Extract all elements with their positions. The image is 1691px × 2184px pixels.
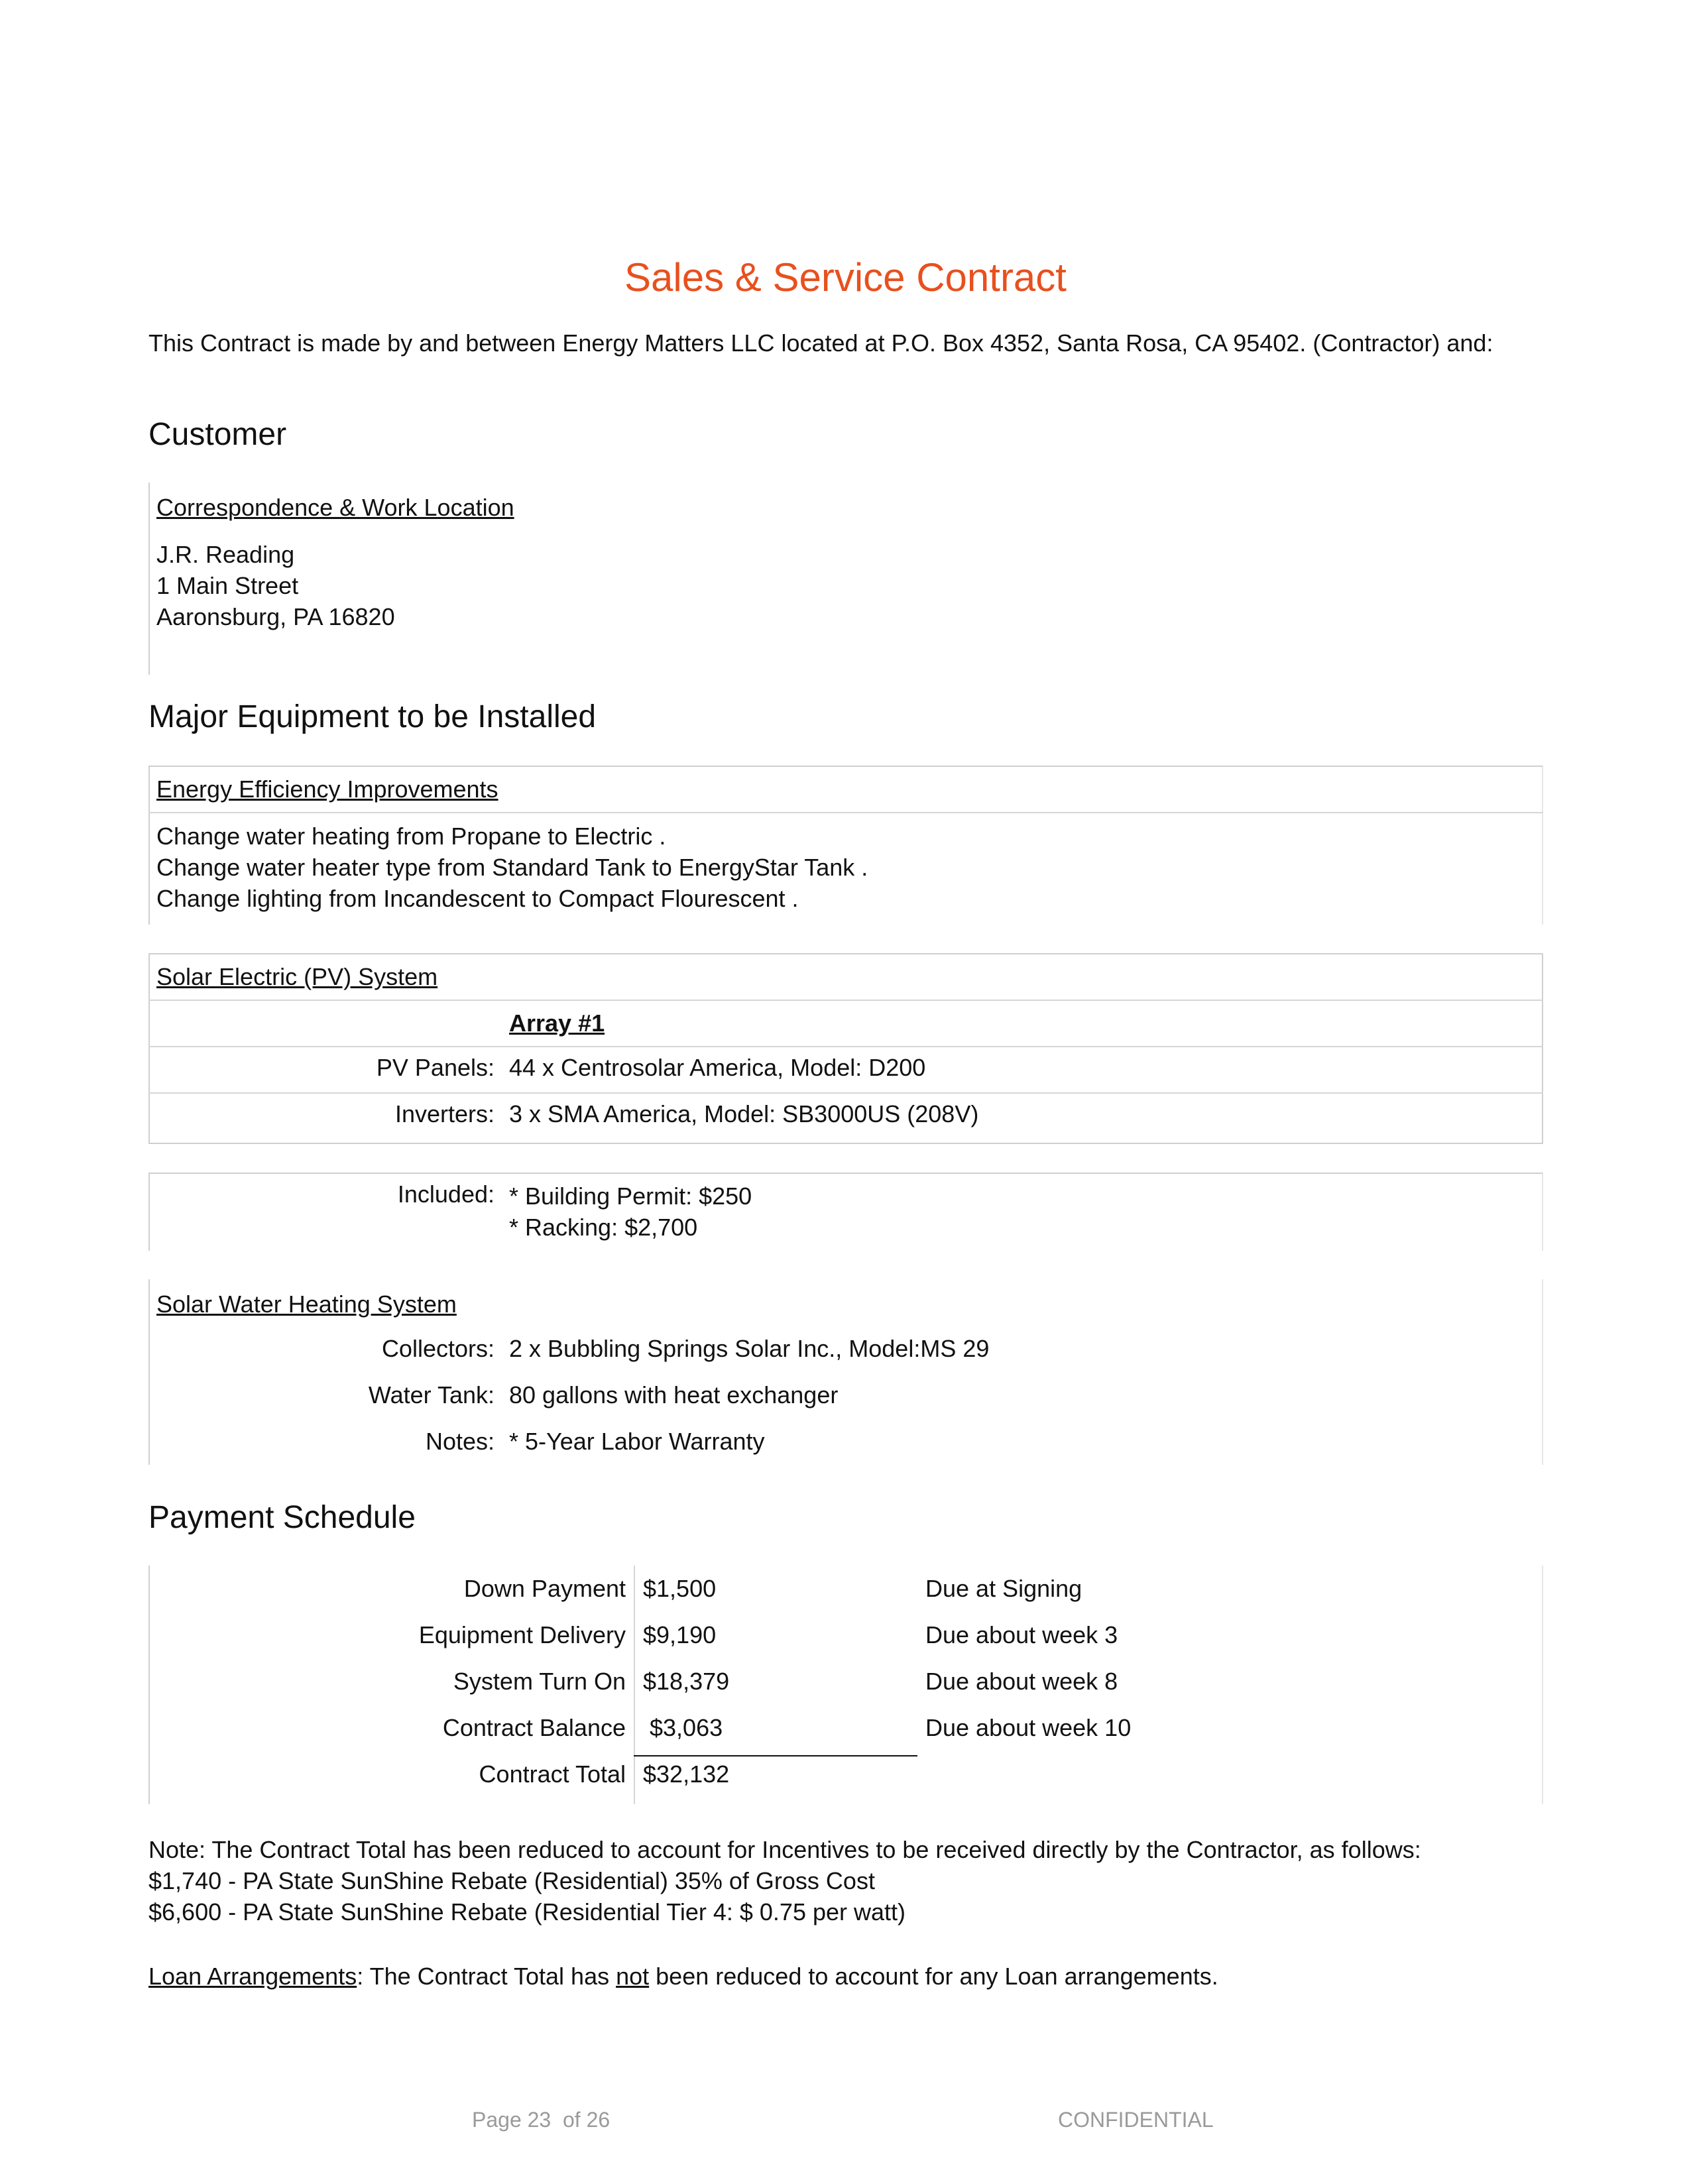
pv-panels-label: PV Panels: bbox=[376, 1054, 495, 1081]
notes-value: * 5-Year Labor Warranty bbox=[509, 1428, 765, 1455]
loan-text-before: : The Contract Total has bbox=[357, 1963, 616, 1990]
note-line: $6,600 - PA State SunShine Rebate (Residential Tier 4: $ 0.75 per watt) bbox=[148, 1898, 906, 1925]
contract-total-amount: $32,132 bbox=[643, 1760, 730, 1788]
payment-column-divider bbox=[634, 1566, 635, 1804]
payment-row-due: Due about week 10 bbox=[925, 1714, 1132, 1741]
customer-street: 1 Main Street bbox=[156, 572, 299, 599]
loan-arrangements bbox=[148, 1961, 1218, 1992]
water-tank-label: Water Tank: bbox=[368, 1381, 495, 1408]
included-label: Included: bbox=[397, 1180, 495, 1208]
payment-row-amount: $3,063 bbox=[643, 1714, 723, 1741]
note-line: Note: The Contract Total has been reduced to account for Incentives to be received directly by the Contractor, as follows: bbox=[148, 1836, 1421, 1863]
efficiency-item: Change water heating from Propane to Electric . bbox=[156, 823, 666, 850]
collectors-label: Collectors: bbox=[381, 1335, 495, 1362]
payment-box-border bbox=[148, 1566, 150, 1804]
customer-name: J.R. Reading bbox=[156, 541, 295, 568]
payment-row-label: Down Payment bbox=[463, 1575, 626, 1602]
pv-divider bbox=[148, 1000, 1543, 1001]
notes-label: Notes: bbox=[425, 1428, 495, 1455]
payment-row-due: Due about week 3 bbox=[925, 1621, 1118, 1648]
page-title: Sales & Service Contract bbox=[624, 255, 1067, 300]
payment-row-due: Due at Signing bbox=[925, 1575, 1082, 1602]
correspondence-label: Correspondence & Work Location bbox=[156, 494, 514, 521]
inverters-label: Inverters: bbox=[394, 1100, 495, 1127]
loan-label: Loan Arrangements bbox=[148, 1963, 357, 1990]
efficiency-label: Energy Efficiency Improvements bbox=[156, 776, 498, 803]
water-box-border bbox=[148, 1279, 150, 1465]
payment-row-label: System Turn On bbox=[453, 1668, 626, 1695]
loan-text-after: been reduced to account for any Loan arrangements. bbox=[649, 1963, 1218, 1990]
pv-divider bbox=[148, 1092, 1543, 1094]
note-line: $1,740 - PA State SunShine Rebate (Residential) 35% of Gross Cost bbox=[148, 1867, 875, 1894]
payment-row-amount: $18,379 bbox=[643, 1668, 730, 1695]
efficiency-item: Change lighting from Incandescent to Compact Flourescent . bbox=[156, 885, 799, 912]
total-rule bbox=[634, 1755, 917, 1756]
contract-total-label: Contract Total bbox=[479, 1760, 626, 1788]
confidential-label: CONFIDENTIAL bbox=[1058, 2108, 1214, 2132]
customer-city: Aaronsburg, PA 16820 bbox=[156, 603, 395, 630]
pv-panels-value: 44 x Centrosolar America, Model: D200 bbox=[509, 1054, 926, 1081]
included-item: * Building Permit: $250 bbox=[509, 1182, 752, 1210]
payment-box-border-right bbox=[1542, 1566, 1543, 1804]
water-tank-value: 80 gallons with heat exchanger bbox=[509, 1381, 839, 1408]
customer-heading: Customer bbox=[148, 417, 287, 452]
payment-heading: Payment Schedule bbox=[148, 1500, 416, 1535]
payment-row-amount: $9,190 bbox=[643, 1621, 717, 1648]
equipment-heading: Major Equipment to be Installed bbox=[148, 699, 597, 734]
pv-system-label: Solar Electric (PV) System bbox=[156, 963, 438, 990]
array-label: Array #1 bbox=[509, 1009, 605, 1037]
intro-paragraph: This Contract is made by and between Energy Matters LLC located at P.O. Box 4352, Santa Rosa, CA 95402. (Contractor) and: bbox=[148, 329, 1493, 357]
water-box-border-right bbox=[1542, 1279, 1543, 1465]
page-number: Page 23 of 26 bbox=[472, 2108, 611, 2132]
efficiency-item: Change water heater type from Standard Tank to EnergyStar Tank . bbox=[156, 854, 868, 881]
payment-row-due: Due about week 8 bbox=[925, 1668, 1118, 1695]
payment-row-label: Equipment Delivery bbox=[418, 1621, 626, 1648]
payment-row-amount: $1,500 bbox=[643, 1575, 717, 1602]
customer-box-border bbox=[148, 483, 150, 675]
collectors-value: 2 x Bubbling Springs Solar Inc., Model:MS 29 bbox=[509, 1335, 990, 1362]
inverters-value: 3 x SMA America, Model: SB3000US (208V) bbox=[509, 1100, 979, 1127]
pv-divider bbox=[148, 1046, 1543, 1047]
water-heating-label: Solar Water Heating System bbox=[156, 1291, 457, 1318]
loan-emphasis: not bbox=[616, 1963, 650, 1990]
payment-row-label: Contract Balance bbox=[442, 1714, 626, 1741]
efficiency-divider bbox=[148, 812, 1543, 813]
included-item: * Racking: $2,700 bbox=[509, 1214, 698, 1241]
